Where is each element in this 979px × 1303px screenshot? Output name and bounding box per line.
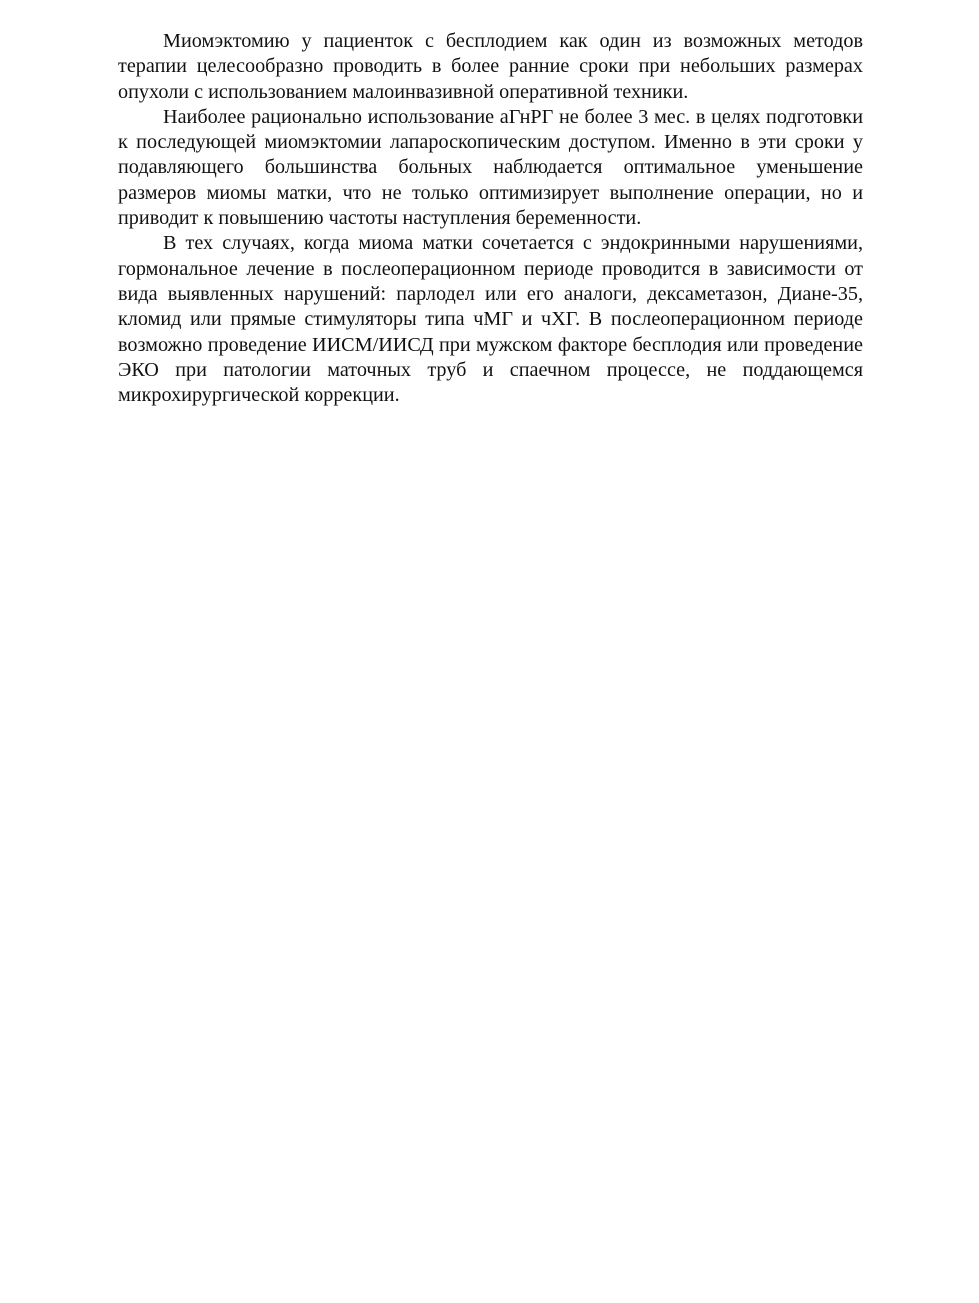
paragraph-myomectomy-infertility: Миомэктомию у пациенток с бесплодием как один из возможных методов терапии целесообразно проводить в более ранние сроки при небольших размерах опухоли с использованием малоинвазивной оперативной техники. [118,30,863,103]
paragraph-agnrg-usage: Наиболее рационально использование аГнРГ не более 3 мес. в целях подготовки к последующей миомэктомии лапароскопическим доступом. Именно в эти сроки у подавляющего большинства больных наблюдается оптимальное уменьшение размеров миомы матки, что не только оптимизирует выполнение операции, но и приводит к повышению частоты наступления беременности. [118,105,863,230]
paragraph-endocrine-treatment: В тех случаях, когда миома матки сочетается с эндокринными нарушениями, гормональное лечение в послеоперационном периоде проводится в зависимости от вида выявленных нарушений: парлодел или его аналоги, дексаметазон, Диане-35, кломид или прямые стимуляторы типа чМГ и чХГ. В послеоперационном периоде возможно проведение ИИСМ/ИИСД при мужском факторе бесплодия или проведение ЭКО при патологии маточных труб и спаечном процессе, не поддающемся микрохирургической коррекции. [118,232,863,407]
body-text [118,29,863,408]
